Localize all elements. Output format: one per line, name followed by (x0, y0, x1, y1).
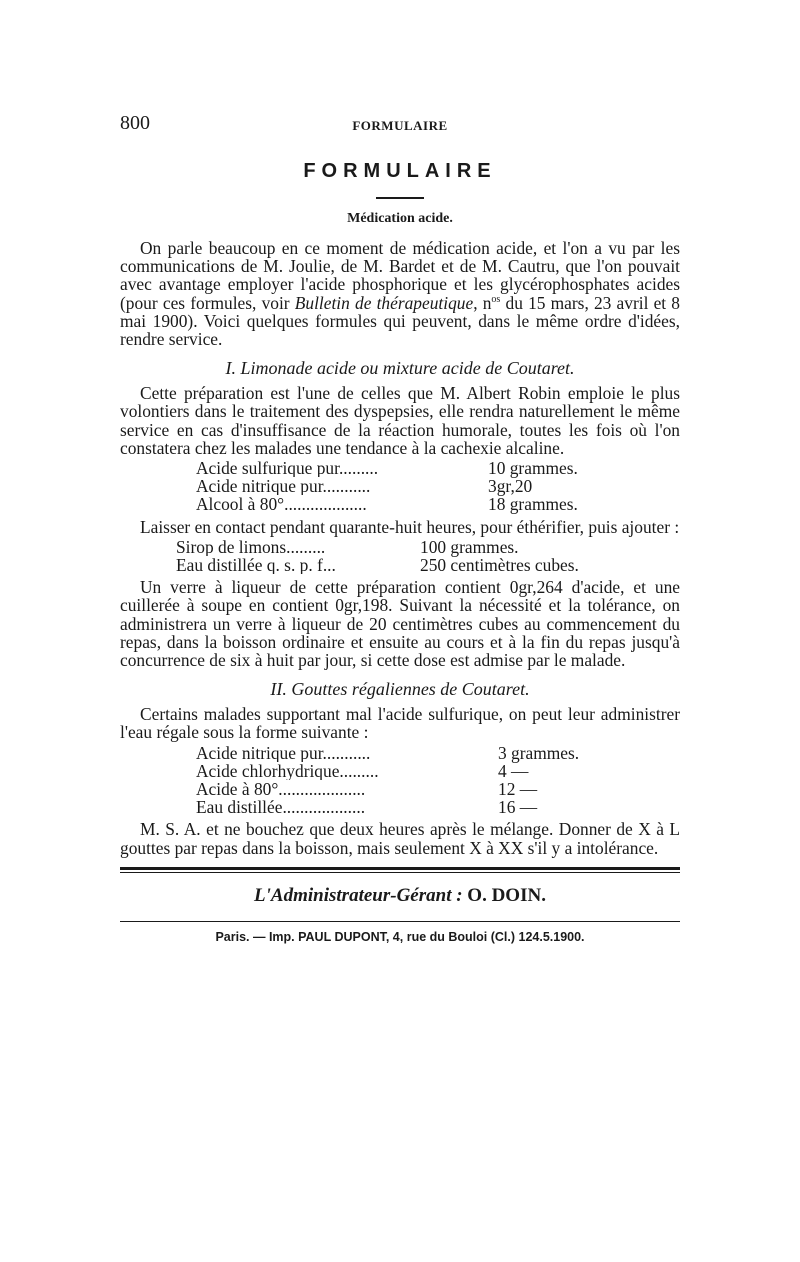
ingredient-row (196, 477, 680, 495)
ingredient-qty: 16 — (498, 797, 538, 818)
ingredient-name: Acide chlorhydrique......... (196, 761, 379, 781)
ingredient-qty: 250 centimètres cubes. (420, 555, 579, 576)
ingredient-qty: 3gr,20 (488, 476, 533, 497)
formula1-text: Cette préparation est l'une de celles que M. Albert Robin emploie le plus volontiers dans le traitement des dyspepsies, elle rendra naturellement le même service en cas d'insuffisance de la réaction humorale, toutes les fois où l'on constatera chez les malades une tendance à la cachexie alcaline. (120, 383, 680, 458)
ingredient-qty: 3 grammes. (498, 742, 580, 763)
ingredient-qty: 100 grammes. (420, 536, 519, 557)
intro-superscript: os (491, 293, 501, 305)
ingredient-name: Acide nitrique pur........... (196, 477, 371, 496)
section-title: Médication acide. (347, 211, 453, 226)
ingredient-qty: 10 grammes. (488, 458, 578, 479)
title-rule (376, 197, 424, 199)
printer-imprint: Paris. — Imp. PAUL DUPONT, 4, rue du Bouloi (Cl.) 124.5.1900. (215, 929, 585, 944)
ingredient-row (176, 538, 680, 556)
document-page (120, 112, 680, 944)
running-head (120, 112, 680, 140)
ingredient-row (196, 459, 680, 477)
formula2-ingredients (196, 744, 680, 817)
ingredient-row (196, 744, 680, 762)
ingredient-name: Alcool à 80°................... (196, 495, 367, 514)
ingredient-row (196, 762, 680, 780)
footer-double-rule (120, 867, 680, 873)
formula2-title: II. Gouttes régaliennes de Coutaret. (270, 679, 530, 700)
ingredient-name: Eau distillée................... (196, 798, 366, 817)
formula2-text: Certains malades supportant mal l'acide sulfurique, on peut leur administrer l'eau régale sous la forme suivante : (120, 704, 680, 743)
journal-reference: Bulletin de thérapeutique (294, 292, 474, 313)
ingredient-name: Acide sulfurique pur......... (196, 459, 379, 478)
ingredient-name: Sirop de limons......... (176, 537, 326, 557)
ingredient-row (196, 798, 680, 816)
ingredient-qty: 18 grammes. (488, 494, 578, 515)
formula1-additions (176, 538, 680, 574)
footer-rule (120, 921, 680, 922)
formula1-instruction: Laisser en contact pendant quarante-huit heures, pour éthérifier, puis ajouter : (140, 516, 680, 537)
main-title: FORMULAIRE (303, 160, 497, 182)
administrator-line (120, 885, 680, 907)
ingredient-row (196, 495, 680, 513)
formula1-dosage: Un verre à liqueur de cette préparation contient 0gr,264 d'acide, et une cuillerée à soupe en contient 0gr,198. Suivant la nécessité et la tolérance, on administrera un verre à liqueur de 20 centimètres cubes au commencement du repas, dans la boisson ordinaire et ensuite au cours et à la fin du repas jusqu'à concurrence de six à huit par jour, si cette dose est admise par le malade. (120, 577, 680, 671)
ingredient-name: Acide à 80°.................... (196, 780, 366, 799)
ingredient-row (176, 556, 680, 574)
formula2-closing: M. S. A. et ne bouchez que deux heures après le mélange. Donner de X à L gouttes par repas dans la boisson, mais seulement X à XX s'il y a intolérance. (120, 819, 680, 858)
formula1-ingredients (196, 459, 680, 514)
intro-text-a: On parle beaucoup en ce moment de médication acide, et l'on a vu par les communications de M. Joulie, de M. Bardet et de M. Cautru, que l'on pouvait avec avantage employer l'acide phosphorique et les glycérophosphates acides (pour ces formules, voir (120, 238, 680, 313)
admin-role: L'Administrateur-Gérant : (254, 884, 463, 906)
ingredient-qty: 12 — (498, 779, 538, 800)
ingredient-name: Eau distillée q. s. p. f... (176, 556, 336, 575)
ingredient-name: Acide nitrique pur........... (196, 743, 371, 762)
intro-text-c: du 15 mars, 23 avril et 8 mai 1900). Voici quelques formules qui peuvent, dans le même ordre d'idées, rendre service. (120, 292, 681, 350)
page-number: 800 (120, 112, 150, 134)
ingredient-qty: 4 — (498, 760, 529, 781)
intro-text-b: , n (473, 292, 492, 313)
running-title: FORMULAIRE (352, 118, 448, 133)
admin-name: O. DOIN. (467, 884, 546, 906)
intro-paragraph (120, 239, 680, 348)
ingredient-row (196, 780, 680, 798)
formula1-title: I. Limonade acide ou mixture acide de Coutaret. (225, 358, 575, 379)
